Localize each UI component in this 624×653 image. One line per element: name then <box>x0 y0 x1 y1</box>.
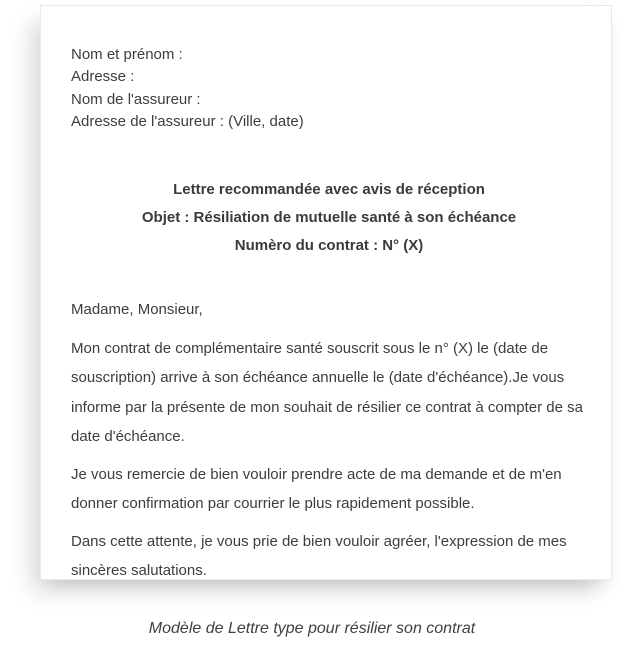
letter-card <box>40 5 612 580</box>
sender-line-insurer-name: Nom de l'assureur : <box>71 90 201 108</box>
sender-line-name: Nom et prénom : <box>71 46 183 63</box>
body-paragraph: Dans cette attente, je vous prie de bien vouloir agréer, l'expression de mes sincères salutations. <box>71 532 567 580</box>
subject-line-registered-mail: Lettre recommandée avec avis de réception <box>173 180 485 198</box>
body-paragraph: Mon contrat de complémentaire santé souscrit sous le n° (X) le (date de souscription) arrive à son échéance annuelle le (date d'échéance).Je vous informe par la présente de mon souhait de résilier ce contrat à compter de sa date d'échéance. <box>71 339 583 446</box>
subject-line-contract-number: Numèro du contrat : N° (X) <box>234 236 424 254</box>
subject-line-object: Objet : Résiliation de mutuelle santé à son échéance <box>141 208 517 226</box>
caption: Modèle de Lettre type pour résilier son contrat <box>148 620 476 637</box>
body-paragraph: Je vous remercie de bien vouloir prendre acte de ma demande et de m'en donner confirmation par courrier le plus rapidement possible. <box>71 465 562 513</box>
sender-line-insurer-address: Adresse de l'assureur : (Ville, date) <box>71 113 304 131</box>
subject-block <box>71 176 587 260</box>
salutation: Madame, Monsieur, <box>71 300 203 318</box>
sender-block <box>71 44 587 134</box>
sender-line-address: Adresse : <box>71 68 135 86</box>
